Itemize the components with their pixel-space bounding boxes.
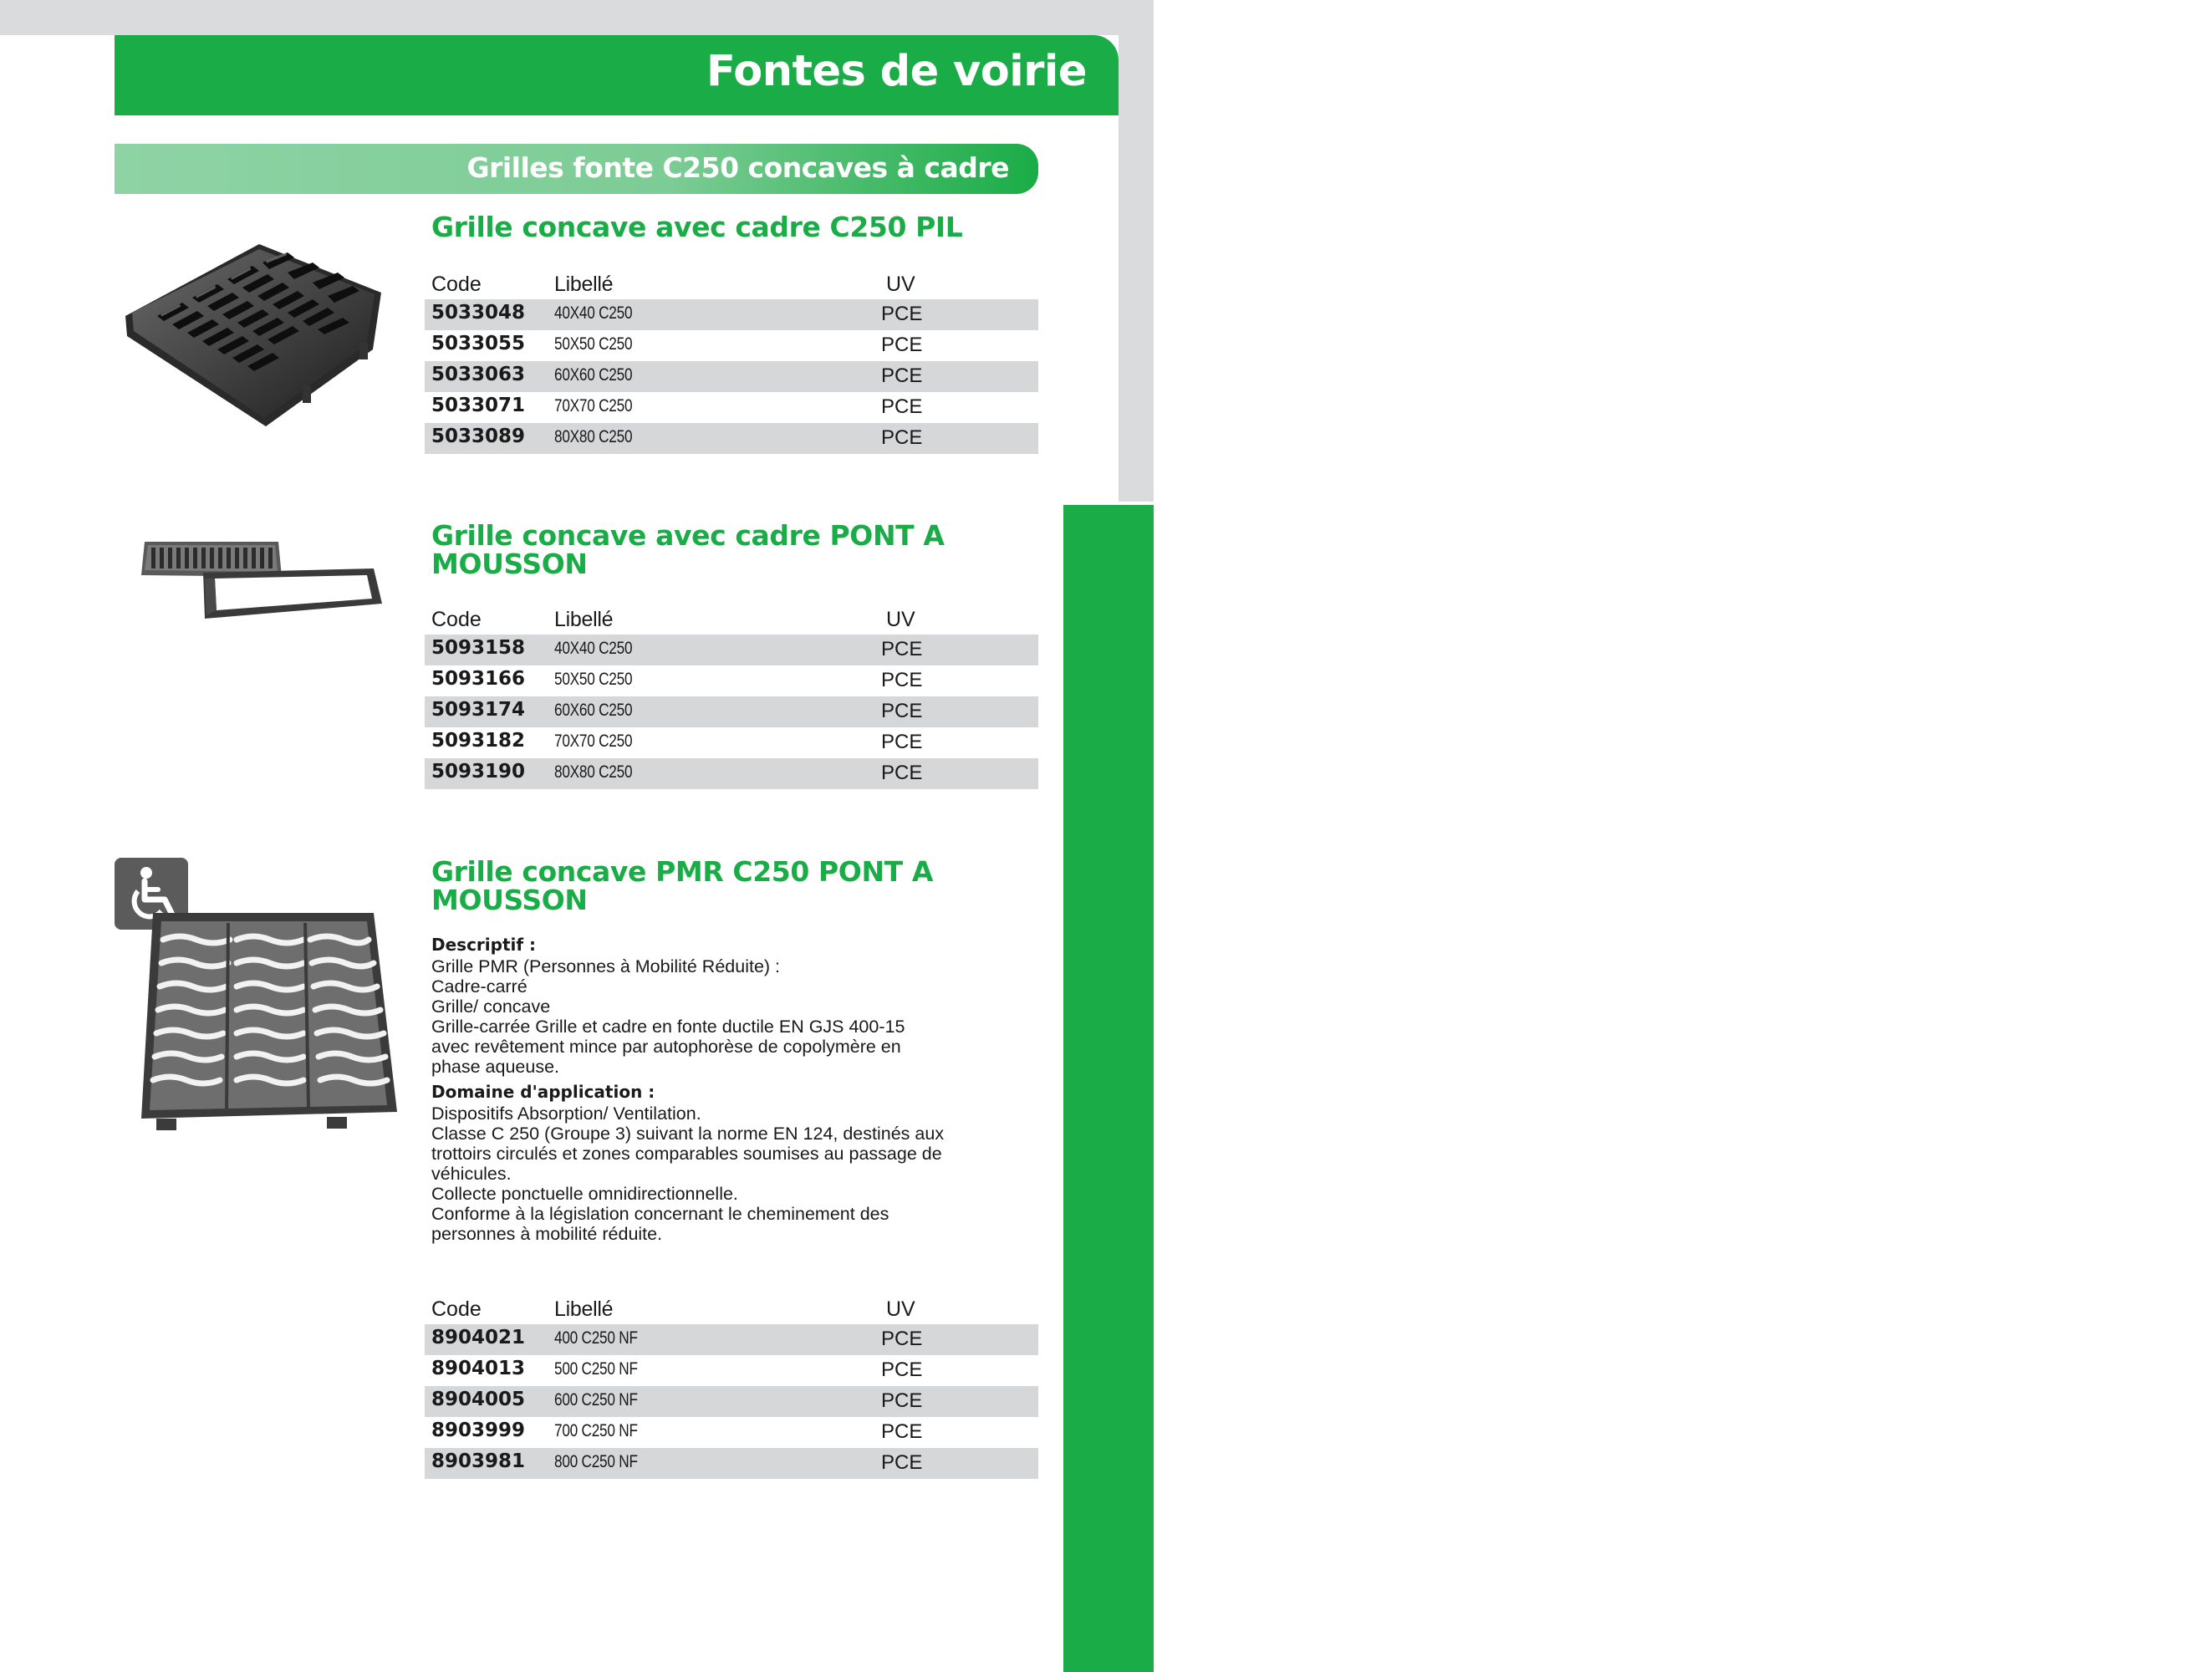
descriptif-line: Grille/ concave bbox=[431, 997, 551, 1017]
section-header bbox=[115, 144, 1038, 194]
descriptif-line: avec revêtement mince par autophorèse de copolymère en bbox=[431, 1037, 901, 1057]
table-row[interactable]: 8904021 400 C250 NF PCE bbox=[425, 1324, 1038, 1355]
descriptif-line: Grille-carrée Grille et cadre en fonte ductile EN GJS 400-15 bbox=[431, 1017, 905, 1037]
table-row[interactable]: 5033048 40X40 C250 PCE bbox=[425, 299, 1038, 330]
table-row[interactable]: 5033071 70X70 C250 PCE bbox=[431, 395, 923, 418]
chapter-label: Travaux publics bbox=[2172, 1084, 2212, 1380]
table-header: Code Libellé UV bbox=[431, 1297, 915, 1321]
table-row[interactable]: 5033089 80X80 C250 PCE bbox=[425, 423, 1038, 454]
right-margin-strip bbox=[1119, 0, 1154, 502]
table-row[interactable]: 8904013 500 C250 NF PCE bbox=[431, 1358, 923, 1381]
product-title-1: Grille concave avec cadre C250 PIL bbox=[431, 211, 963, 243]
table-row[interactable]: 8904005 600 C250 NF PCE bbox=[425, 1386, 1038, 1417]
descriptif-line: phase aqueuse. bbox=[431, 1057, 560, 1077]
product-table-3 bbox=[425, 1297, 1038, 1479]
table-row[interactable]: 5093190 80X80 C250 PCE bbox=[425, 758, 1038, 789]
domaine-line: Classe C 250 (Groupe 3) suivant la norme EN 124, destinés aux bbox=[431, 1124, 945, 1144]
table-row[interactable]: 5093166 50X50 C250 PCE bbox=[431, 668, 923, 691]
top-margin-strip bbox=[0, 0, 1154, 35]
table-row[interactable]: 8903999 700 C250 NF PCE bbox=[431, 1420, 923, 1443]
descriptif-line: Grille PMR (Personnes à Mobilité Réduite) : bbox=[431, 956, 781, 976]
domaine-line: Collecte ponctuelle omnidirectionnelle. bbox=[431, 1184, 738, 1204]
product-table-1 bbox=[425, 273, 1038, 454]
domaine-line: véhicules. bbox=[431, 1164, 512, 1184]
table-header: Code Libellé UV bbox=[431, 273, 915, 296]
table-row[interactable]: 8903981 800 C250 NF PCE bbox=[425, 1448, 1038, 1479]
domaine-line: trottoirs circulés et zones comparables soumises au passage de bbox=[431, 1144, 942, 1164]
grille-concave-pil-photo bbox=[124, 242, 383, 426]
product-title-2: Grille concave avec cadre PONT A MOUSSON bbox=[431, 519, 945, 580]
section-title: Grilles fonte C250 concaves à cadre bbox=[466, 151, 1009, 184]
descriptif-line: Cadre-carré bbox=[431, 976, 528, 997]
product-description bbox=[431, 935, 1042, 1244]
grille-cadre-pont-a-mousson-photo bbox=[138, 535, 385, 627]
page-number: 307 bbox=[2132, 1012, 2177, 1036]
descriptif-heading: Descriptif : bbox=[431, 935, 537, 955]
domaine-line: Dispositifs Absorption/ Ventilation. bbox=[431, 1104, 701, 1124]
product-title-3: Grille concave PMR C250 PONT A MOUSSON bbox=[431, 855, 934, 916]
table-row[interactable]: 5093158 40X40 C250 PCE bbox=[425, 635, 1038, 665]
grille-pmr-photo bbox=[138, 911, 397, 1137]
table-header: Code Libellé UV bbox=[431, 608, 915, 631]
domaine-line: personnes à mobilité réduite. bbox=[431, 1224, 663, 1244]
table-row[interactable]: 5093174 60X60 C250 PCE bbox=[425, 696, 1038, 727]
table-row[interactable]: 5093182 70X70 C250 PCE bbox=[431, 730, 923, 753]
domaine-line: Conforme à la législation concernant le cheminement des bbox=[431, 1204, 889, 1224]
table-row[interactable]: 5033063 60X60 C250 PCE bbox=[425, 361, 1038, 392]
page-header bbox=[115, 35, 1119, 115]
page-title: Fontes de voirie bbox=[706, 47, 1087, 96]
table-row[interactable]: 5033055 50X50 C250 PCE bbox=[431, 333, 923, 356]
product-table-2 bbox=[425, 608, 1038, 789]
chapter-tab[interactable] bbox=[1063, 505, 2212, 1672]
domaine-heading: Domaine d'application : bbox=[431, 1082, 655, 1102]
